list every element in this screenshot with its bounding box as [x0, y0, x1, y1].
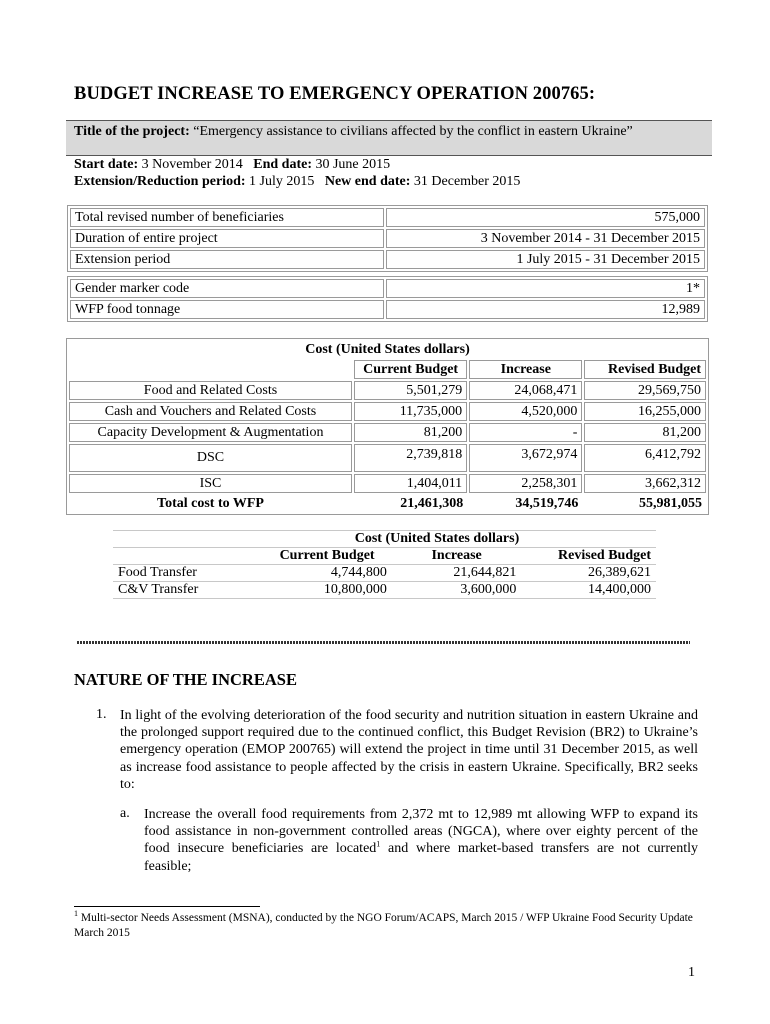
column-header: Current Budget [262, 548, 392, 565]
table-row [69, 402, 706, 421]
extension-period-label: Extension/Reduction period: [74, 174, 246, 189]
column-header: Revised Budget [584, 360, 706, 379]
table-row [113, 565, 656, 582]
cell-increase: 21,644,821 [392, 565, 522, 582]
item-a-text-after: and where market-based transfers are not currently feasible; [144, 841, 698, 874]
cell-increase: 4,520,000 [469, 402, 582, 421]
dates-line-1 [74, 157, 390, 173]
new-end-date-label: New end date: [324, 174, 411, 189]
cell-current: 2,739,818 [354, 444, 467, 472]
info-value: 1* [386, 279, 705, 298]
document-heading: BUDGET INCREASE TO EMERGENCY OPERATION 200765: [74, 84, 596, 104]
table-caption-row [69, 341, 706, 358]
info-label: Gender marker code [70, 279, 384, 298]
extension-period: 1 July 2015 [249, 174, 315, 189]
end-date-label: End date: [253, 157, 312, 172]
footnote-rule [74, 906, 260, 907]
cell-revised: 29,569,750 [584, 381, 706, 400]
table-row [70, 229, 705, 248]
info-label: Extension period [70, 250, 384, 269]
table-header-row [113, 548, 656, 565]
cost-table-caption: Cost (United States dollars) [305, 342, 470, 357]
cell-revised: 16,255,000 [584, 402, 706, 421]
cell-increase: - [469, 423, 582, 442]
empty-header-cell [69, 360, 352, 379]
footnote [74, 911, 694, 941]
cell-revised: 81,200 [584, 423, 706, 442]
column-header: Revised Budget [521, 548, 656, 565]
row-label: Food and Related Costs [69, 381, 352, 400]
cell-current: 81,200 [354, 423, 467, 442]
cell-current: 5,501,279 [354, 381, 467, 400]
table-row [70, 208, 705, 227]
row-label: Capacity Development & Augmentation [69, 423, 352, 442]
total-label: Total cost to WFP [157, 496, 264, 511]
footnote-reference[interactable]: 1 [376, 839, 381, 849]
project-info-table-b [67, 276, 708, 322]
table-row [70, 279, 705, 298]
project-info-table-a [67, 205, 708, 272]
cell-increase: 3,672,974 [469, 444, 582, 472]
table-row [69, 381, 706, 400]
transfer-table [113, 530, 656, 599]
table-header-row [69, 360, 706, 379]
row-label: Food Transfer [113, 565, 262, 582]
row-label: Cash and Vouchers and Related Costs [69, 402, 352, 421]
end-date: 30 June 2015 [315, 157, 391, 172]
project-title-label: Title of the project: [74, 124, 190, 139]
item-1-text: In light of the evolving deterioration of the food security and nutrition situation in eastern Ukraine and the prolonged support required due to the continued conflict, this Budget Revision (BR2) to Ukraine’s emergency operation (EMOP 200765) will extend the project in time until 31 December 2015, as well as increase food assistance to people affected by the crisis in eastern Ukraine. Specifically, BR2 seeks to: [120, 708, 698, 792]
row-label: C&V Transfer [113, 582, 262, 599]
footnote-mark: 1 [74, 909, 78, 919]
item-number: 1. [96, 707, 107, 722]
table-row [70, 300, 705, 319]
start-date: 3 November 2014 [141, 157, 243, 172]
empty-header-cell [113, 548, 262, 565]
cell-increase: 2,258,301 [469, 474, 582, 493]
info-value: 575,000 [386, 208, 705, 227]
column-header: Increase [392, 548, 522, 565]
section-divider [77, 641, 690, 644]
project-title-line [74, 124, 633, 140]
cell-current: 1,404,011 [354, 474, 467, 493]
info-value: 12,989 [386, 300, 705, 319]
section-title: NATURE OF THE INCREASE [74, 670, 297, 689]
footnote-text: Multi-sector Needs Assessment (MSNA), conducted by the NGO Forum/ACAPS, March 2015 / WFP Ukraine Food Security Update March 2015 [74, 912, 693, 939]
cell-revised: 26,389,621 [521, 565, 656, 582]
cell-revised: 14,400,000 [521, 582, 656, 599]
project-title-bar [66, 120, 712, 156]
info-label: Duration of entire project [70, 229, 384, 248]
start-date-label: Start date: [74, 157, 139, 172]
cell-current: 4,744,800 [262, 565, 392, 582]
info-value: 1 July 2015 - 31 December 2015 [386, 250, 705, 269]
transfer-table-caption: Cost (United States dollars) [113, 531, 656, 548]
cost-table [66, 338, 709, 515]
table-caption-row [113, 531, 656, 548]
table-row [69, 423, 706, 442]
table-row [70, 250, 705, 269]
cell-increase: 3,600,000 [392, 582, 522, 599]
cell-current: 10,800,000 [262, 582, 392, 599]
project-title: “Emergency assistance to civilians affected by the conflict in eastern Ukraine” [193, 124, 633, 139]
page-number: 1 [688, 965, 695, 980]
item-a-text-before: Increase the overall food requirements from 2,372 mt to 12,989 mt allowing WFP to expand its food assistance in non-government controlled areas (NGCA), where over eighty percent of the food insecure beneficiaries are located [144, 807, 698, 857]
column-header: Increase [469, 360, 582, 379]
item-a-text [144, 806, 698, 875]
row-label: DSC [69, 444, 352, 472]
table-row [69, 444, 706, 472]
info-value: 3 November 2014 - 31 December 2015 [386, 229, 705, 248]
row-label: ISC [69, 474, 352, 493]
table-row [69, 474, 706, 493]
total-row [69, 495, 706, 512]
item-letter: a. [120, 806, 130, 821]
info-label: WFP food tonnage [70, 300, 384, 319]
cell-increase: 24,068,471 [469, 381, 582, 400]
column-header: Current Budget [354, 360, 467, 379]
table-row [113, 582, 656, 599]
new-end-date: 31 December 2015 [413, 174, 521, 189]
dates-line-2 [74, 174, 520, 190]
cell-current: 11,735,000 [354, 402, 467, 421]
cell-revised: 3,662,312 [584, 474, 706, 493]
info-label: Total revised number of beneficiaries [70, 208, 384, 227]
total-revised: 55,981,055 [639, 496, 702, 511]
total-increase: 34,519,746 [515, 496, 579, 511]
total-current: 21,461,308 [400, 496, 464, 511]
cell-revised: 6,412,792 [584, 444, 706, 472]
